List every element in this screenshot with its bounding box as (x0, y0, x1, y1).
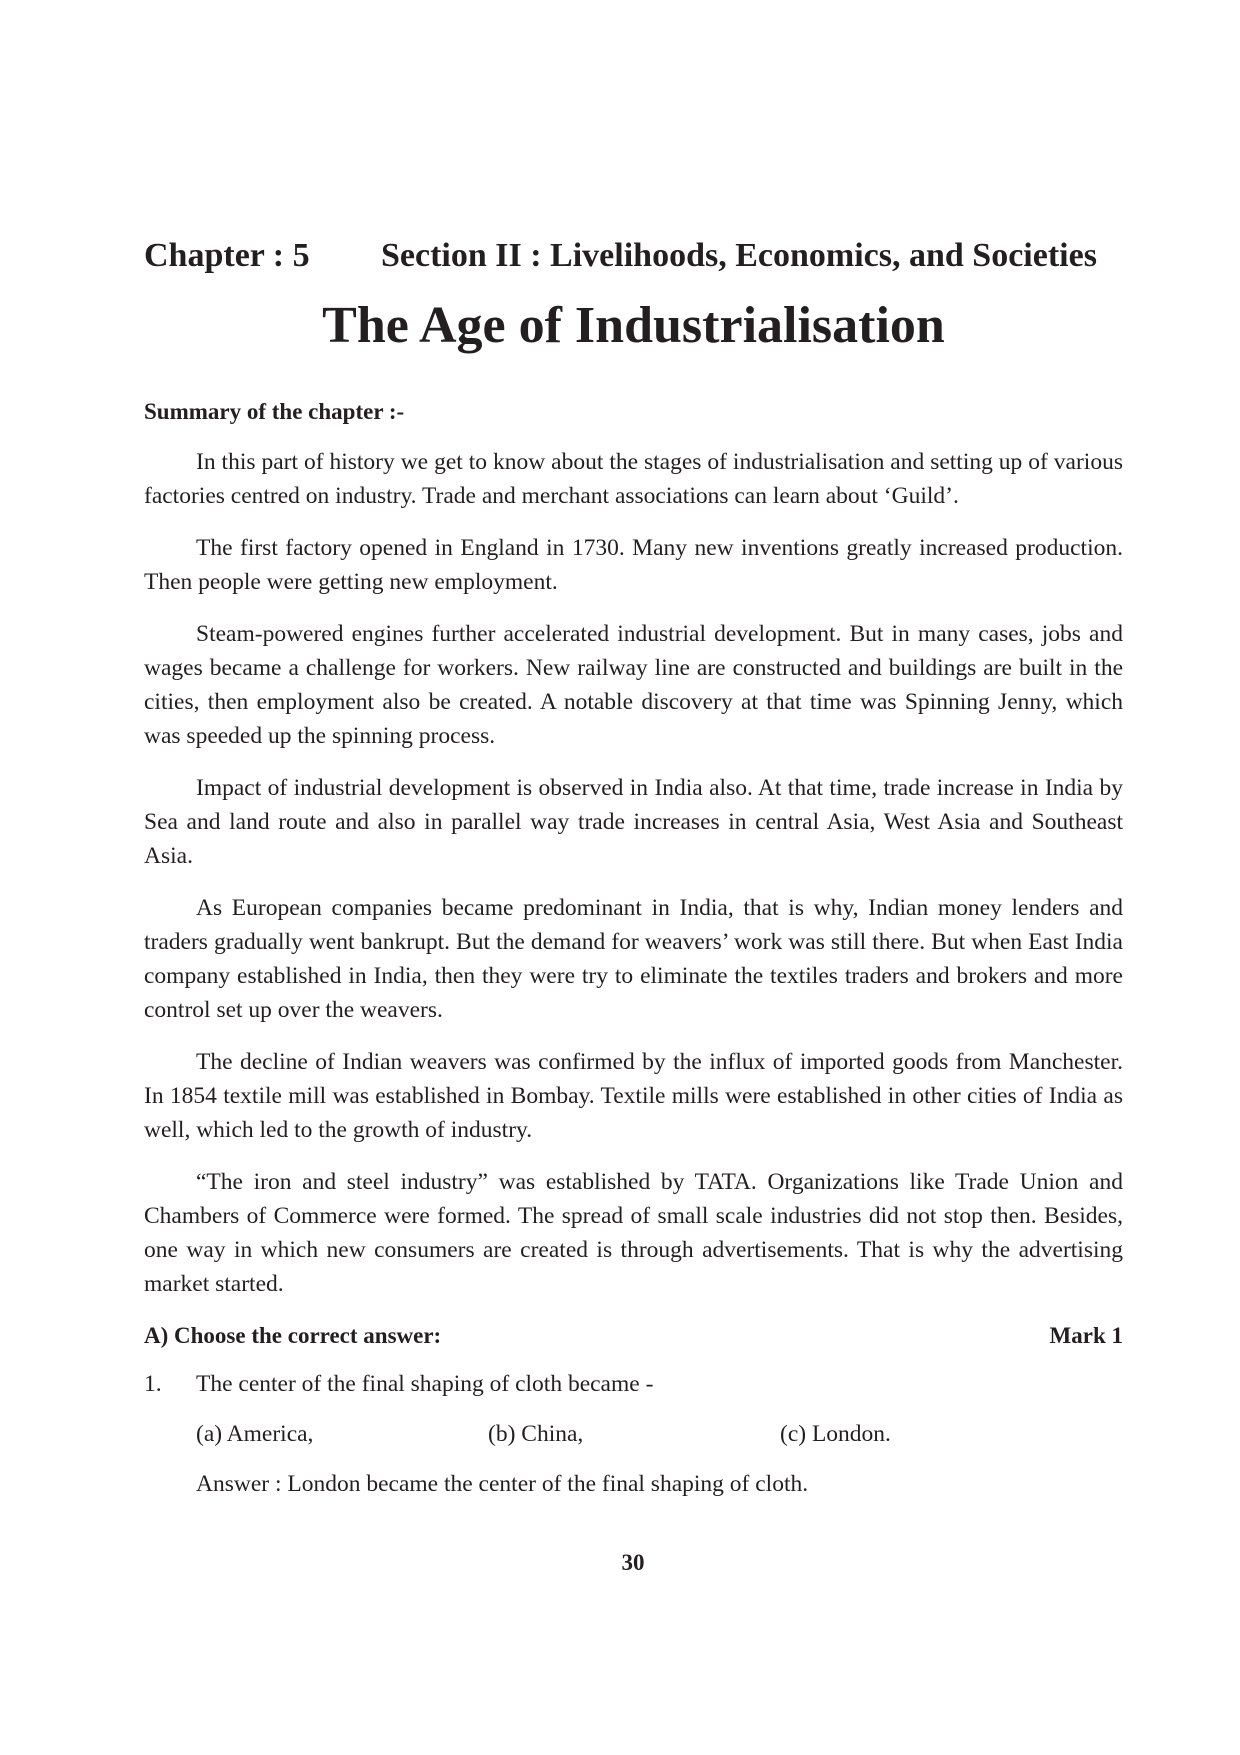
question-1 (144, 1367, 1123, 1401)
question-1-answer: Answer : London became the center of the final shaping of cloth. (196, 1471, 809, 1497)
chapter-number: Chapter : 5 (144, 237, 310, 274)
summary-paragraph-4: Impact of industrial development is observed in India also. At that time, trade increase in India by Sea and land route and also in parallel way trade increases in central Asia, West Asia and Southeast Asia. (144, 775, 1123, 869)
question-number: 1. (144, 1371, 162, 1397)
section-a-heading: A) Choose the correct answer: (144, 1323, 442, 1348)
section-a-heading-row (144, 1321, 1123, 1351)
summary-paragraph-6: The decline of Indian weavers was confirmed by the influx of imported goods from Manchester. In 1854 textile mill was established in Bombay. Textile mills were established in other cities of India as well, which led to the growth of industry. (144, 1049, 1123, 1143)
option-b: (b) China, (488, 1421, 584, 1447)
chapter-header (144, 230, 1123, 282)
summary-paragraph-3: Steam-powered engines further accelerated industrial development. But in many cases, jobs and wages became a challenge for workers. New railway line are constructed and buildings are built in the cities, then employment also be created. A notable discovery at that time was Spinning Jenny, which was speeded up the spinning process. (144, 621, 1123, 749)
option-a: (a) America, (196, 1421, 314, 1447)
summary-paragraph-1: In this part of history we get to know about the stages of industrialisation and setting up of various factories centred on industry. Trade and merchant associations can learn about ‘Guild’. (144, 449, 1123, 509)
page-content (144, 230, 1123, 1501)
section-title: Section II : Livelihoods, Economics, and Societies (381, 237, 1097, 274)
question-text: The center of the final shaping of cloth became - (196, 1371, 654, 1397)
question-1-options (144, 1417, 1123, 1451)
marks-label: Mark 1 (1049, 1323, 1123, 1348)
summary-paragraph-7: “The iron and steel industry” was established by TATA. Organizations like Trade Union and Chambers of Commerce were formed. The spread of small scale industries did not stop then. Besides, one way in which new consumers are created is through advertisements. That is why the advertising market started. (144, 1169, 1123, 1297)
option-c: (c) London. (780, 1421, 891, 1447)
page-title: The Age of Industrialisation (322, 297, 945, 354)
summary-paragraph-2: The first factory opened in England in 1730. Many new inventions greatly increased production. Then people were getting new employment. (144, 535, 1123, 595)
summary-paragraph-5: As European companies became predominant in India, that is why, Indian money lenders and traders gradually went bankrupt. But the demand for weavers’ work was still there. But when East India company established in India, then they were try to eliminate the textiles traders and brokers and more control set up over the weavers. (144, 895, 1123, 1023)
page-number: 30 (621, 1550, 645, 1575)
summary-heading: Summary of the chapter :- (144, 399, 405, 424)
